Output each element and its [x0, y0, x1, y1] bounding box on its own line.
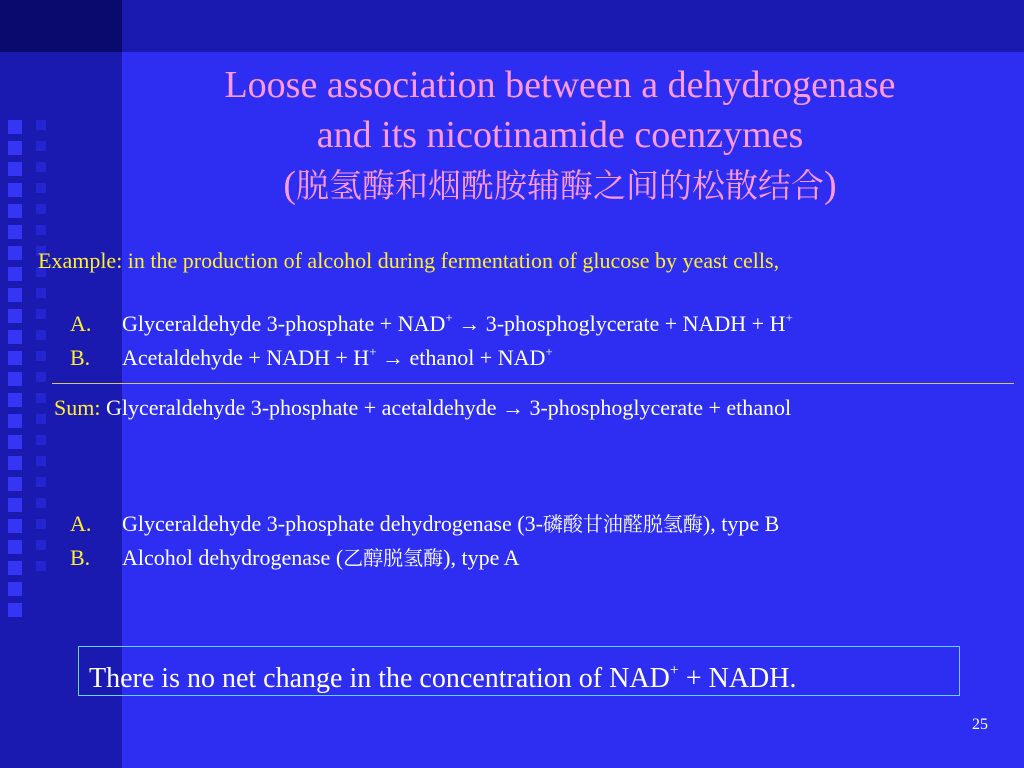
decorative-squares-small: [36, 120, 54, 582]
reaction-text: → ethanol + NAD: [376, 345, 546, 370]
superscript: +: [669, 662, 679, 679]
reaction-b: [70, 344, 553, 371]
decorative-squares: [8, 120, 32, 624]
corner-decoration: [0, 0, 122, 52]
superscript: +: [445, 310, 453, 325]
paren-open: (: [283, 164, 296, 206]
reaction-text: Glyceraldehyde 3-phosphate + NAD: [122, 311, 446, 336]
slide-title: [120, 60, 1000, 211]
conclusion-text: + NADH.: [678, 663, 797, 694]
conclusion-text: There is no net change in the concentration of NAD: [89, 663, 670, 694]
paren-close: ): [824, 164, 837, 206]
enzyme-a: [70, 508, 779, 537]
enzyme-b: [70, 542, 520, 571]
enzyme-text: Glyceraldehyde 3-phosphate dehydrogenase (3-: [122, 511, 543, 536]
reaction-label: A.: [70, 311, 92, 336]
title-chinese: 脱氢酶和烟酰胺辅酶之间的松散结合: [296, 166, 824, 205]
title-line-2: and its nicotinamide coenzymes: [316, 114, 804, 156]
enzyme-text: ), type B: [702, 511, 780, 536]
superscript: +: [369, 344, 377, 359]
superscript: +: [545, 344, 553, 359]
title-line-1: Loose association between a dehydrogenase: [224, 64, 896, 106]
enzyme-text: Alcohol dehydrogenase (: [122, 545, 344, 570]
enzyme-chinese: 乙醇脱氢酶: [343, 546, 444, 570]
reaction-a: [70, 310, 793, 337]
enzyme-text: ), type A: [443, 545, 520, 570]
reaction-label: B.: [70, 345, 91, 370]
sum-reaction: [54, 395, 791, 421]
page-number: 25: [972, 716, 988, 733]
enzyme-chinese: 磷酸甘油醛脱氢酶: [542, 512, 703, 536]
enzyme-label: A.: [70, 511, 92, 536]
sum-label: Sum:: [54, 395, 101, 420]
superscript: +: [785, 310, 793, 325]
enzyme-label: B.: [70, 545, 91, 570]
conclusion-box: [78, 646, 960, 696]
reaction-text: → 3-phosphoglycerate + NADH + H: [452, 311, 786, 336]
top-decorative-band: [0, 0, 1024, 52]
reaction-text: Acetaldehyde + NADH + H: [122, 345, 370, 370]
sum-text: Glyceraldehyde 3-phosphate + acetaldehyde → 3-phosphoglycerate + ethanol: [100, 395, 792, 420]
title-line-3: [120, 160, 1000, 211]
divider-line: [52, 383, 1014, 384]
example-text: Example: in the production of alcohol during fermentation of glucose by yeast cells,: [38, 248, 780, 273]
